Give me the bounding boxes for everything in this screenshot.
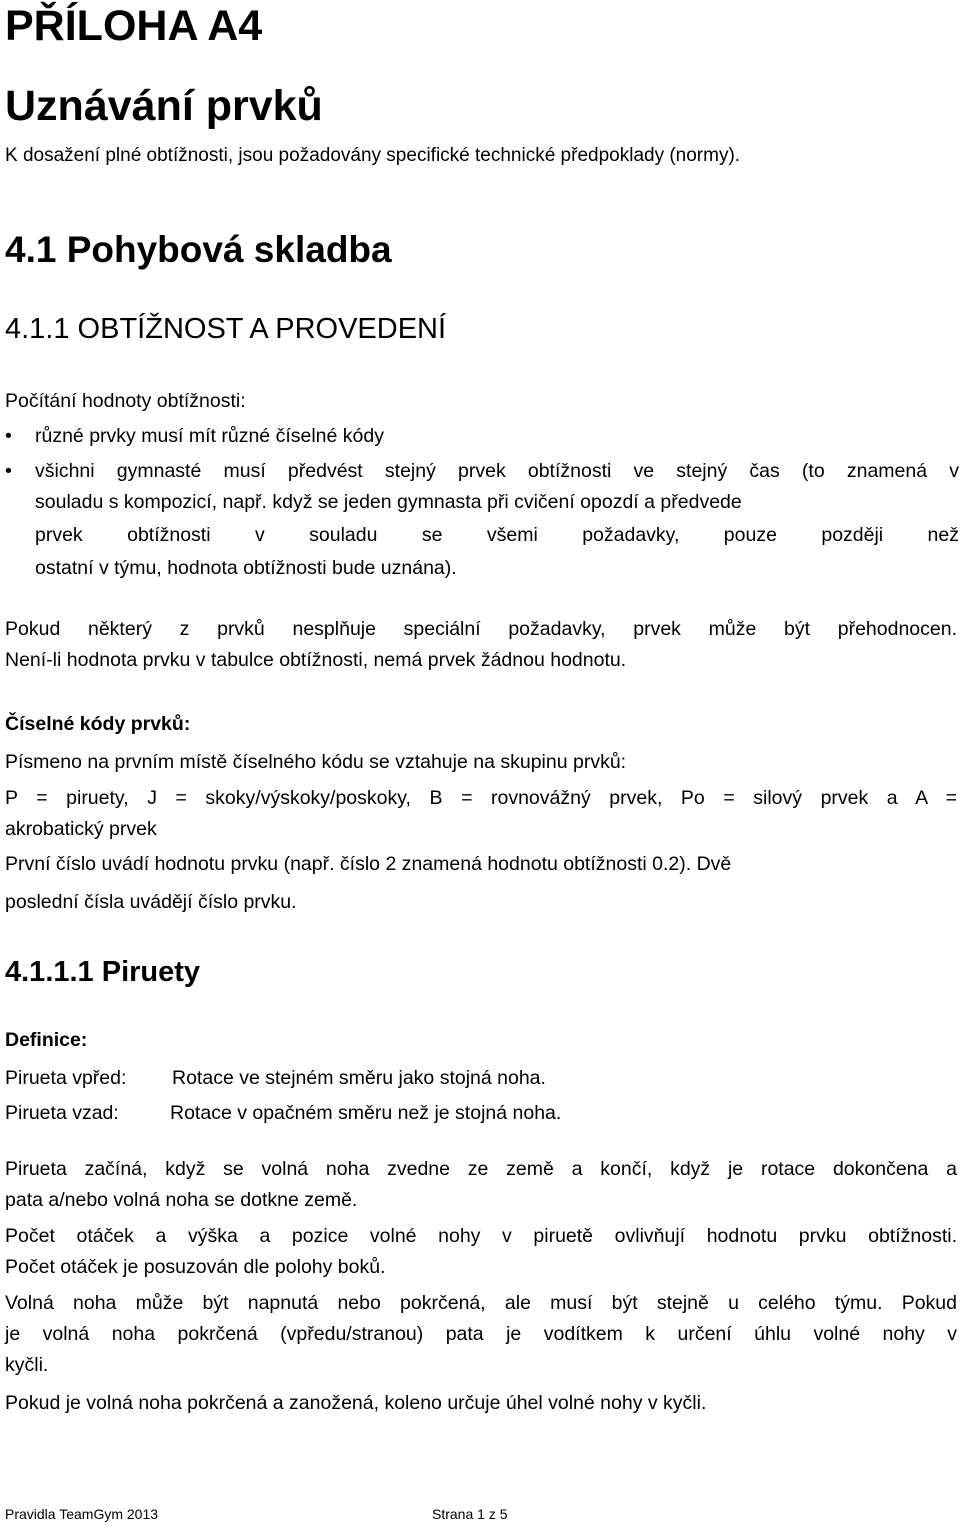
codes-paragraph-2-line-2: akrobatický prvek	[5, 818, 157, 840]
bullet-item-2-line-1: všichni gymnasté musí předvést stejný prvek obtížnosti ve stejný čas (to znamená v	[35, 460, 959, 482]
bullet-item-2-line-2: souladu s kompozicí, např. když se jeden gymnasta při cvičení opozdí a předvede	[35, 491, 742, 513]
bullet-item-2-line-4: ostatní v týmu, hodnota obtížnosti bude uznána).	[35, 557, 457, 579]
reassess-line-1: Pokud některý z prvků nesplňuje speciální požadavky, prvek může být přehodnocen.	[5, 618, 957, 640]
codes-paragraph-3-line-1: První číslo uvádí hodnotu prvku (např. číslo 2 znamená hodnotu obtížnosti 0.2). Dvě	[5, 853, 732, 875]
codes-paragraph-2-line-1: P = piruety, J = skoky/výskoky/poskoky, B = rovnovážný prvek, Po = silový prvek a A =	[5, 787, 957, 809]
backward-pirouette-definition: Rotace v opačném směru než je stojná noha.	[170, 1102, 562, 1124]
page-title: Uznávání prvků	[5, 82, 323, 130]
bullet-marker: •	[5, 425, 12, 447]
bullet-item-1: různé prvky musí mít různé číselné kódy	[35, 425, 384, 447]
piruety-paragraph-1-line-2: pata a/nebo volná noha se dotkne země.	[5, 1189, 358, 1211]
piruety-paragraph-1-line-1: Pirueta začíná, když se volná noha zvedne ze země a končí, když je rotace dokončena a	[5, 1158, 957, 1180]
forward-pirouette-definition: Rotace ve stejném směru jako stojná noha.	[172, 1067, 546, 1089]
bullet-marker: •	[5, 460, 12, 482]
definition-label: Definice:	[5, 1029, 88, 1051]
forward-pirouette-term: Pirueta vpřed:	[5, 1067, 127, 1089]
piruety-paragraph-3-line-1: Volná noha může být napnutá nebo pokrčená, ale musí být stejně u celého týmu. Pokud	[5, 1292, 957, 1314]
piruety-paragraph-4: Pokud je volná noha pokrčená a zanožená, koleno určuje úhel volné nohy v kyčli.	[5, 1392, 707, 1414]
backward-pirouette-term: Pirueta vzad:	[5, 1102, 119, 1124]
piruety-paragraph-2-line-1: Počet otáček a výška a pozice volné nohy v piruetě ovlivňují hodnotu prvku obtížnosti.	[5, 1225, 957, 1247]
codes-paragraph-1: Písmeno na prvním místě číselného kódu se vztahuje na skupinu prvků:	[5, 751, 627, 773]
section-heading: 4.1 Pohybová skladba	[5, 229, 392, 270]
codes-label: Číselné kódy prvků:	[5, 713, 191, 735]
footer-left: Pravidla TeamGym 2013	[5, 1506, 159, 1522]
piruety-paragraph-2-line-2: Počet otáček je posuzován dle polohy boků.	[5, 1256, 386, 1278]
piruety-paragraph-3-line-3: kyčli.	[5, 1354, 49, 1376]
counting-label: Počítání hodnoty obtížnosti:	[5, 390, 246, 412]
codes-paragraph-3-line-2: poslední čísla uvádějí číslo prvku.	[5, 891, 297, 913]
footer-page-number: Strana 1 z 5	[432, 1506, 508, 1522]
subsection-heading: 4.1.1 OBTÍŽNOST A PROVEDENÍ	[5, 313, 447, 345]
reassess-line-2: Není-li hodnota prvku v tabulce obtížnosti, nemá prvek žádnou hodnotu.	[5, 649, 627, 671]
appendix-title: PŘÍLOHA A4	[5, 2, 263, 50]
intro-text: K dosažení plné obtížnosti, jsou požadovány specifické technické předpoklady (normy).	[5, 145, 741, 166]
piruety-paragraph-3-line-2: je volná noha pokrčená (vpředu/stranou) pata je vodítkem k určení úhlu volné nohy v	[5, 1323, 957, 1345]
piruety-heading: 4.1.1.1 Piruety	[5, 956, 201, 988]
bullet-item-2-line-3: prvek obtížnosti v souladu se všemi požadavky, pouze později než	[35, 524, 959, 546]
